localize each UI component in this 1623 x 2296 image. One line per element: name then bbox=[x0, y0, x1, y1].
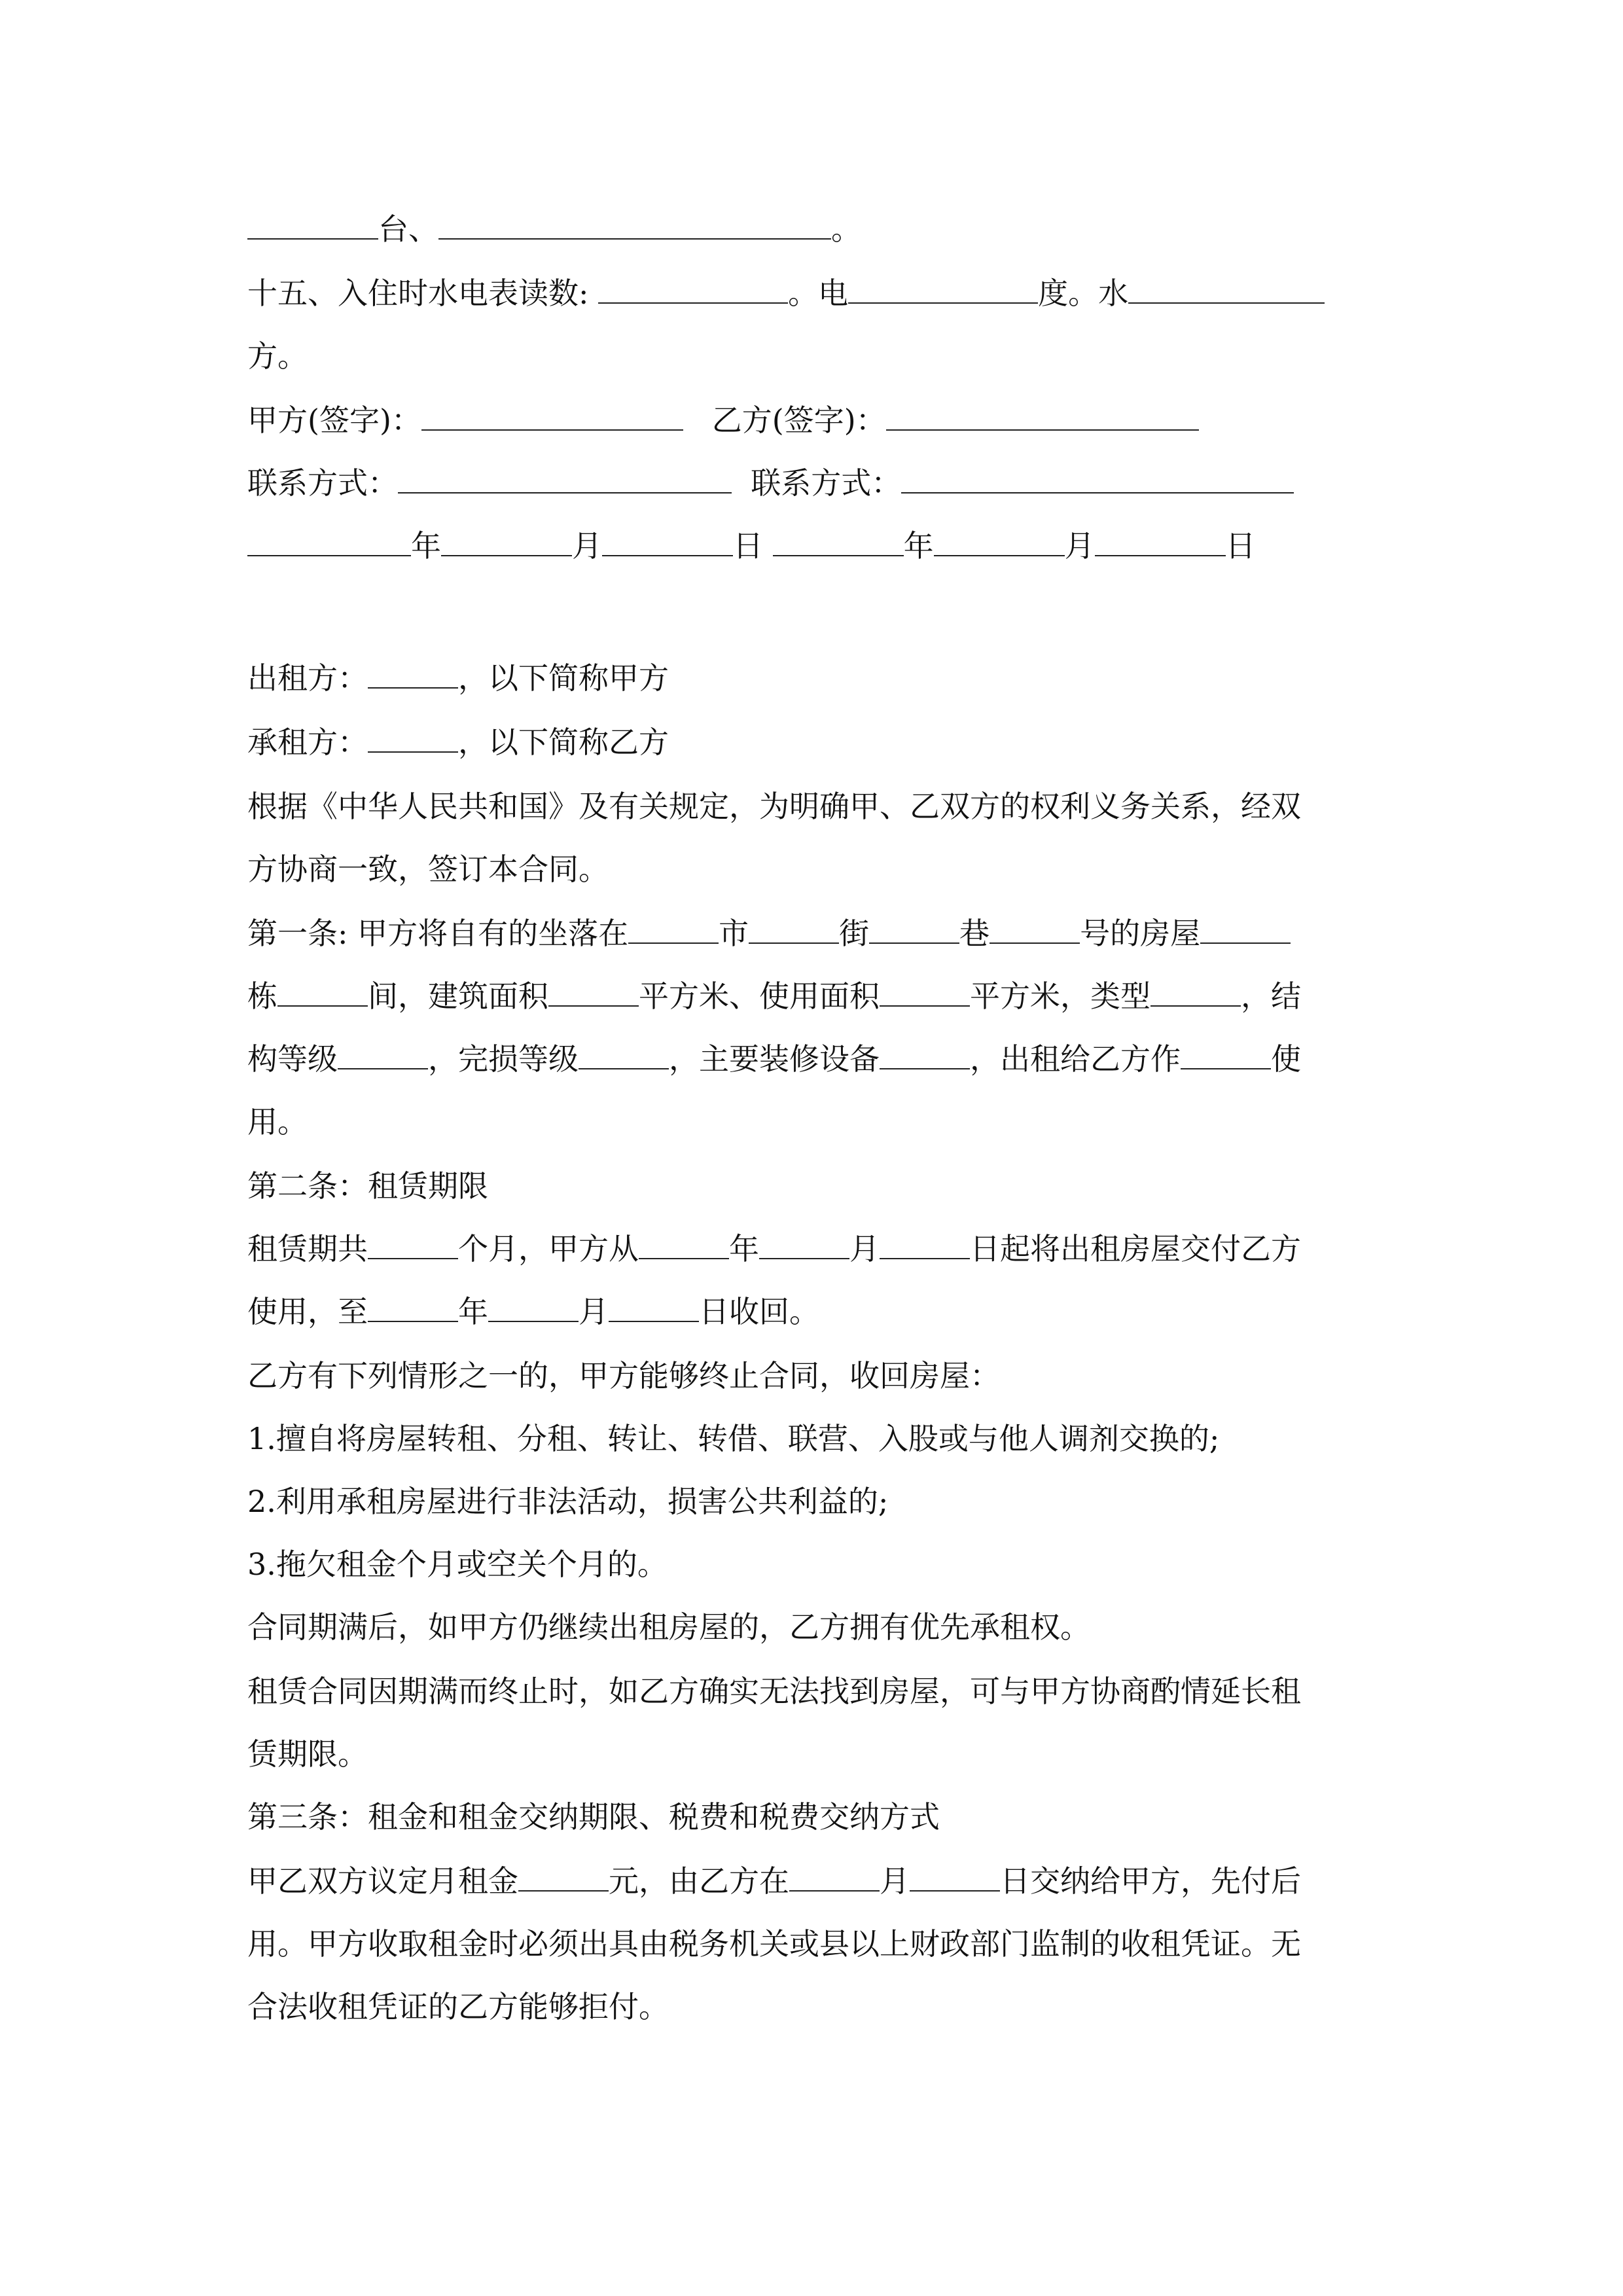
article1-line-4: 用。 bbox=[247, 1104, 308, 1139]
preamble-line-1: 根据《中华人民共和国》及有关规定，为明确甲、乙双方的权利义务关系，经双 bbox=[247, 789, 1301, 824]
article1-line-1: 第一条: 甲方将自有的坐落在 市 街 巷 号的房屋 bbox=[247, 902, 1386, 965]
preamble-line-2: 方协商一致，签订本合同。 bbox=[247, 852, 609, 887]
blank-field[interactable] bbox=[598, 263, 788, 304]
contact-line: 联系方式： 联系方式： bbox=[247, 452, 1386, 514]
blank-field[interactable] bbox=[848, 263, 1038, 304]
party-b-signature-field[interactable] bbox=[886, 390, 1199, 431]
blank-field[interactable] bbox=[247, 516, 411, 556]
list-item: 1.擅自将房屋转租、分租、转让、转借、联营、入股或与他人调剂交换的; bbox=[247, 1421, 1220, 1456]
lessee-name-field[interactable] bbox=[368, 712, 458, 753]
blank-field[interactable] bbox=[277, 966, 368, 1007]
article2-extend-1: 租赁合同因期满而终止时，如乙方确实无法找到房屋，可与甲方协商酌情延长租 bbox=[247, 1674, 1301, 1709]
blank-field[interactable] bbox=[488, 1282, 579, 1322]
blank-field[interactable] bbox=[1150, 966, 1241, 1007]
list-item: 3.拖欠租金个月或空关个月的。 bbox=[247, 1547, 668, 1582]
blank-field[interactable] bbox=[247, 199, 378, 240]
party-a-contact-field[interactable] bbox=[398, 453, 732, 493]
equipment-line: 台、 。 bbox=[247, 198, 1386, 260]
article1-line-2: 栋 间，建筑面积 平方米、使用面积 平方米，类型 ，结 bbox=[247, 965, 1386, 1028]
lessor-name-field[interactable] bbox=[368, 648, 458, 689]
party-b-contact-field[interactable] bbox=[901, 453, 1294, 493]
blank-field[interactable] bbox=[628, 903, 719, 944]
blank-field[interactable] bbox=[934, 516, 1065, 556]
list-item: 2.利用承租房屋进行非法活动，损害公共利益的; bbox=[247, 1484, 889, 1519]
article3-line-2: 用。甲方收取租金时必须出具由税务机关或县以上财政部门监制的收租凭证。无 bbox=[247, 1926, 1301, 1962]
blank-field[interactable] bbox=[639, 1219, 729, 1259]
lessor-line: 出租方： ，以下简称甲方 bbox=[247, 647, 1386, 709]
blank-field[interactable] bbox=[880, 1029, 970, 1069]
blank-field[interactable] bbox=[880, 966, 970, 1007]
article2-terminate: 乙方有下列情形之一的，甲方能够终止合同，收回房屋： bbox=[247, 1358, 1000, 1393]
meter-unit-line: 方。 bbox=[247, 338, 308, 374]
blank-field[interactable] bbox=[368, 1219, 458, 1259]
article1-line-3: 构等级 ，完损等级 ，主要装修设备 ，出租给乙方作 使 bbox=[247, 1028, 1386, 1090]
blank-field[interactable] bbox=[880, 1219, 970, 1259]
blank-field[interactable] bbox=[1200, 903, 1291, 944]
blank-field[interactable] bbox=[368, 1282, 458, 1322]
blank-field[interactable] bbox=[609, 1282, 699, 1322]
blank-field[interactable] bbox=[338, 1029, 428, 1069]
lessee-line: 承租方： ，以下简称乙方 bbox=[247, 711, 1386, 774]
party-a-signature-field[interactable] bbox=[421, 390, 683, 431]
blank-field[interactable] bbox=[910, 1851, 1000, 1892]
blank-field[interactable] bbox=[773, 516, 904, 556]
article2-title: 第二条：租赁期限 bbox=[247, 1168, 488, 1204]
blank-field[interactable] bbox=[759, 1219, 849, 1259]
article2-line-2: 使用，至 年 月 日收回。 bbox=[247, 1280, 1386, 1343]
blank-field[interactable] bbox=[441, 516, 572, 556]
blank-field[interactable] bbox=[749, 903, 839, 944]
blank-field[interactable] bbox=[869, 903, 959, 944]
blank-field[interactable] bbox=[789, 1851, 880, 1892]
article1-title: 第一条: bbox=[247, 916, 348, 951]
blank-field[interactable] bbox=[548, 966, 639, 1007]
article3-line-1: 甲乙双方议定月租金 元，由乙方在 月 日交纳给甲方，先付后 bbox=[247, 1850, 1386, 1912]
blank-field[interactable] bbox=[579, 1029, 669, 1069]
blank-field[interactable] bbox=[1181, 1029, 1271, 1069]
blank-field[interactable] bbox=[438, 199, 831, 240]
blank-field[interactable] bbox=[1128, 263, 1325, 304]
blank-field[interactable] bbox=[990, 903, 1080, 944]
blank-field[interactable] bbox=[518, 1851, 609, 1892]
meter-reading-line: 十五、入住时水电表读数: 。电 度。水 bbox=[247, 262, 1386, 325]
article3-line-3: 合法收租凭证的乙方能够拒付。 bbox=[247, 1989, 669, 2024]
article3-title: 第三条：租金和租金交纳期限、税费和税费交纳方式 bbox=[247, 1799, 940, 1835]
blank-field[interactable] bbox=[602, 516, 733, 556]
signature-line: 甲方(签字)： 乙方(签字)： bbox=[247, 389, 1386, 452]
article2-extend-2: 赁期限。 bbox=[247, 1736, 368, 1772]
date-line: 年 月 日 年 月 日 bbox=[247, 514, 1386, 577]
blank-field[interactable] bbox=[1095, 516, 1226, 556]
article2-priority: 合同期满后，如甲方仍继续出租房屋的，乙方拥有优先承租权。 bbox=[247, 1609, 1090, 1645]
article2-line-1: 租赁期共 个月，甲方从 年 月 日起将出租房屋交付乙方 bbox=[247, 1217, 1386, 1280]
